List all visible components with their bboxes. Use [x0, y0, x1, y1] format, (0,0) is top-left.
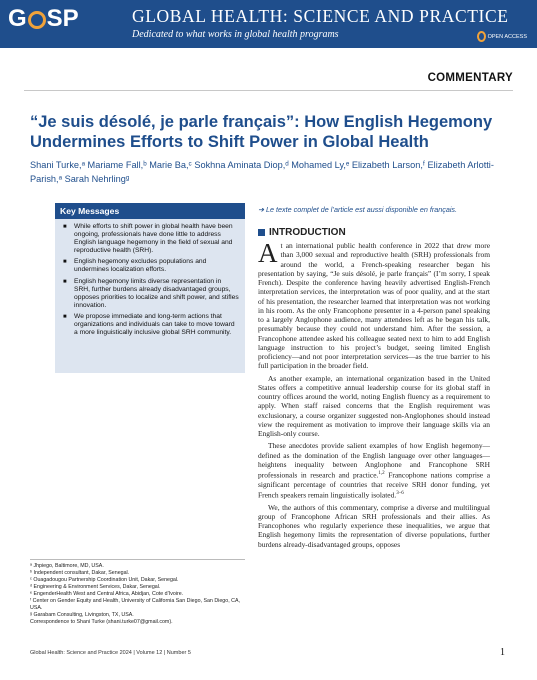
journal-title: GLOBAL HEALTH: SCIENCE AND PRACTICE [132, 6, 509, 26]
footnote-item: ᵍ Garabam Consulting, Livingston, TX, USA. [30, 612, 134, 618]
body-paragraph: At an international public health conference in 2022 that drew more than 3,000 sexual and reproductive health (SRH) professionals from around the world, a French-speaking researcher began his presentation by saying, “Je suis désolé, je parle français” (I’m sorry, I speak French). Despite the conference having heavily advertised English-French interpretation services, the interpretation was of poor quality, and at the start of his presentation, the researcher learned that interpretation was not working in his room. As the only Francophone presenter in a 4-person panel speaking to a largely Anglophone audience, many attendees left as he began his talk, presumably because they could not understand him. After the session, a Francophone attendee asked his colleague seated next to him to add English language instruction to his project’s budget, seeing limited English proficiency—and not poor interpretation services—as the true barrier to his full participation in the broader field. [258, 238, 490, 371]
author-list: Shani Turke,ᵃ Mariame Fall,ᵇ Marie Ba,ᶜ Sokhna Aminata Diop,ᵈ Mohamed Ly,ᵉ Elizabeth Larson,ᶠ Elizabeth Arlotti-Parish,ᵃ Sarah Nehrlingᵍ [30, 160, 494, 184]
footnote-item: ᵇ Independent consultant, Dakar, Senegal. [30, 570, 130, 576]
section-label: COMMENTARY [427, 72, 513, 84]
footnote-item: ᵉ EngenderHealth West and Central Africa, Abidjan, Cote d’Ivoire. [30, 591, 184, 597]
section-marker-icon [258, 229, 265, 236]
page-number: 1 [500, 647, 505, 658]
footnote-item: ᶜ Ouagadougou Partnership Coordination Unit, Dakar, Senegal. [30, 577, 179, 583]
footnote-item: ᵃ Jhpiego, Baltimore, MD, USA. [30, 563, 104, 569]
key-messages-heading: Key Messages [55, 203, 245, 219]
globe-icon [28, 11, 46, 29]
body-paragraph: These anecdotes provide salient examples of how English hegemony—defined as the domination of the English language over other languages—heightens inequality between Anglophone and Francophone SRH professionals in research and practice.$^{1,2}$ Francophone nations comprise a significant percentage of countries that receive SRH donor funding, yet French speakers remain linguistically isolated.$^{3-6}$ [258, 441, 490, 500]
body-paragraph: We, the authors of this commentary, comprise a diverse and multilingual group of Francophone African SRH professionals and their allies. As Francophones who regularly experience these inequalities, we argue that English hegemony limits the representation of diverse populations, further burdens already-disadvantaged groups, opposes [258, 502, 490, 549]
journal-footer: Global Health: Science and Practice 2024 | Volume 12 | Number 5 [30, 650, 191, 656]
open-access-label: OPEN ACCESS [487, 33, 527, 40]
key-message-item: ■ While efforts to shift power in global health have been ongoing, professionals have done little to address English language hegemony in the field of sexual and reproductive health (SRH). [63, 223, 239, 255]
journal-logo: G SP [8, 5, 79, 32]
key-message-item: ■ English hegemony limits diverse representation in SRH, further burdens already disadvantaged groups, opposes priorities to localize and shift power, and stifles innovation. [63, 278, 239, 310]
footnote-item: ᶠ Center on Gender Equity and Health, University of California San Diego, San Diego, CA, USA. [30, 598, 240, 611]
citation[interactable]: 3–6 [396, 490, 404, 496]
citation[interactable]: 1,2 [378, 471, 385, 476]
key-messages-list [55, 223, 245, 337]
article-body [258, 238, 490, 552]
introduction-heading-text: INTRODUCTION [269, 227, 346, 238]
footnote-item: ᵈ Engineering & Environment Services, Dakar, Senegal. [30, 584, 161, 590]
article-title: “Je suis désolé, je parle français”: How English Hegemony Undermines Efforts to Shift Power in Global Health [30, 113, 493, 151]
key-message-item: ■ English hegemony excludes populations and undermines localization efforts. [63, 258, 239, 274]
body-paragraph: As another example, an international organization based in the United States offers a competitive annual leadership course for its global staff in country offices around the world, noting English fluency as a requirement to apply. When staff raised concerns that the English requirement was exclusionary, a course organizer suggested non-Anglophones should instead view the requirement as motivation to improve their language skills via an English-only course. [258, 373, 490, 438]
open-access-badge [477, 31, 527, 42]
link-arrow-icon: ➔ [258, 205, 267, 214]
affiliations-footnotes [30, 563, 245, 626]
french-version-link[interactable] [258, 205, 490, 214]
introduction-heading [258, 227, 346, 238]
footnote-divider [30, 559, 245, 560]
header-divider [24, 90, 513, 91]
french-note-text: Le texte complet de l’article est aussi disponible en français. [266, 205, 458, 214]
correspondence-note: Correspondence to Shani Turke (shani.turke07@gmail.com). [30, 619, 173, 625]
journal-banner [0, 0, 537, 48]
drop-cap: A [258, 238, 278, 268]
key-message-item: ■ We propose immediate and long-term actions that organizations and individuals can take to move toward a more linguistically inclusive global SRH community. [63, 313, 239, 337]
open-access-lock-icon [477, 31, 486, 42]
key-messages-box [55, 203, 245, 373]
journal-tagline: Dedicated to what works in global health programs [132, 29, 339, 40]
